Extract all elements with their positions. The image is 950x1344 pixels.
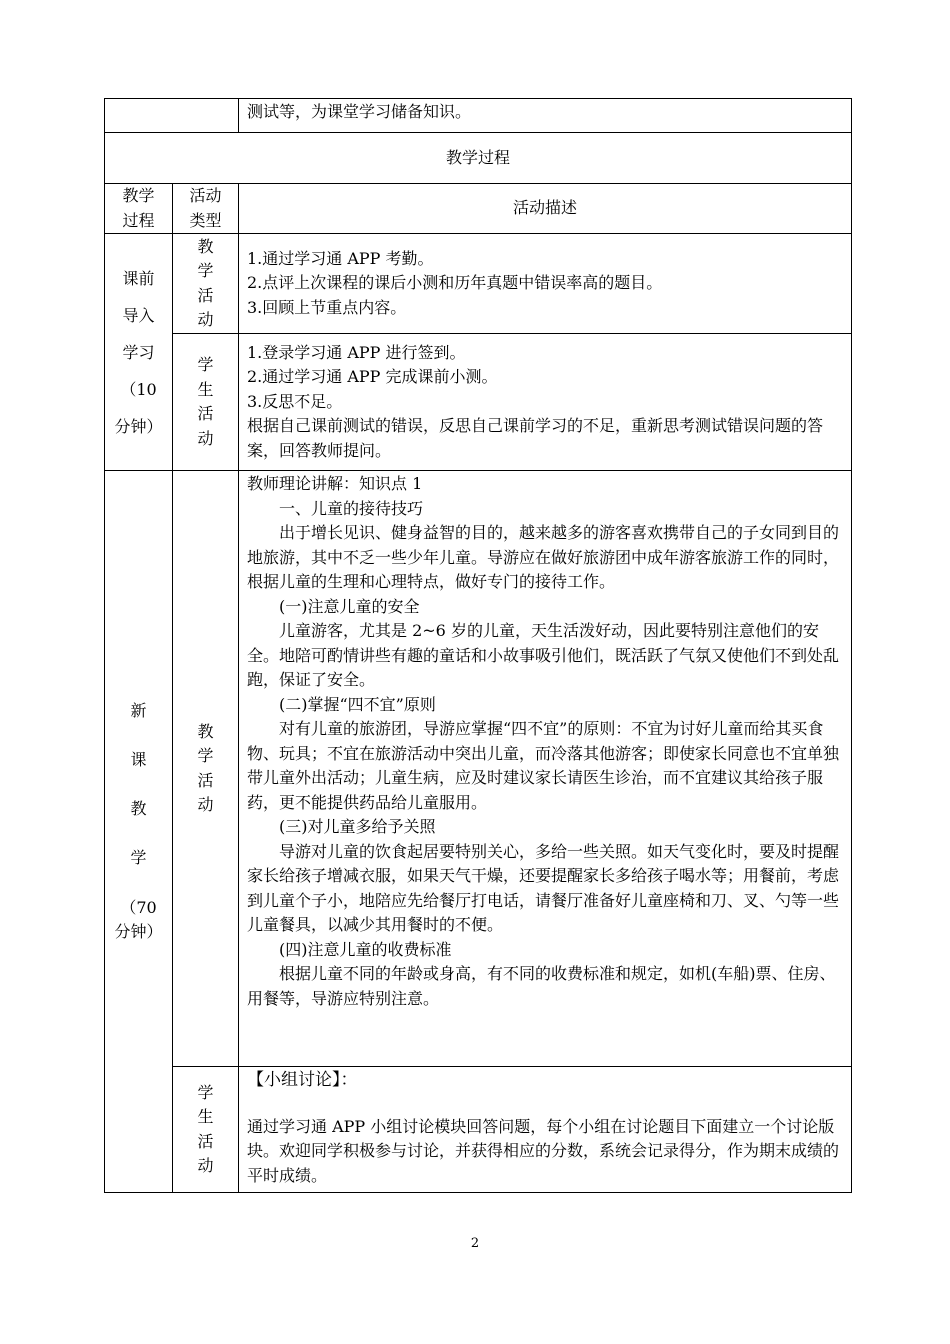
teacher-activity-description: 1.通过学习通 APP 考勤。 2.点评上次课程的课后小测和历年真题中错误率高的题目。 3.回顾上节重点内容。 xyxy=(239,234,852,334)
table-row xyxy=(105,133,852,184)
type-student-activity: 学 生 活 动 xyxy=(173,334,239,471)
table-header-row xyxy=(105,184,852,234)
continuation-text: 测试等，为课堂学习储备知识。 xyxy=(239,99,852,133)
group-discussion-content xyxy=(239,1067,852,1193)
subsection-heading: (三)对儿童多给予关照 xyxy=(279,817,436,836)
discussion-heading: 【小组讨论】： xyxy=(247,1070,358,1090)
stage-pre-class: 课前 导入 学习 （10 分钟） xyxy=(105,234,173,471)
paragraph: 出于增长见识、健身益智的目的，越来越多的游客喜欢携带自己的子女同到目的地旅游，其中不乏一些少年儿童。导游应在做好旅游团中成年游客旅游工作的同时，根据儿童的生理和心理特点，做好专门的接待工作。 xyxy=(247,523,840,591)
paragraph: 对有儿童的旅游团，导游应掌握“四不宜”的原则：不宜为讨好儿童而给其买食物、玩具；不宜在旅游活动中突出儿童，而冷落其他游客；即使家长同意也不宜单独带儿童外出活动；儿童生病，应及时建议家长请医生诊治，而不宜建议其给孩子服药，更不能提供药品给儿童服用。 xyxy=(247,719,840,812)
paragraph: 通过学习通 APP 小组讨论模块回答问题，每个小组在讨论题目下面建立一个讨论版块。欢迎同学积极参与讨论，并获得相应的分数，系统会记录得分，作为期末成绩的平时成绩。 xyxy=(247,1116,840,1185)
type-teacher-activity: 教 学 活 动 xyxy=(173,234,239,334)
lesson-table xyxy=(104,98,852,1193)
teacher-lecture-content xyxy=(239,471,852,1067)
table-row xyxy=(105,1067,852,1193)
header-activity-description: 活动描述 xyxy=(239,184,852,234)
subsection-heading: (一)注意儿童的安全 xyxy=(279,596,420,616)
page-number: 2 xyxy=(470,1236,480,1251)
lecture-intro: 教师理论讲解：知识点 1 xyxy=(247,474,423,493)
header-stage: 教学 过程 xyxy=(105,184,173,234)
subsection-heading: (二)掌握“四不宜”原则 xyxy=(279,694,436,714)
table-row xyxy=(105,471,852,1067)
header-activity-type: 活动 类型 xyxy=(173,184,239,234)
empty-cell xyxy=(105,99,239,133)
table-row xyxy=(105,334,852,471)
paragraph: 儿童游客，尤其是 2~6 岁的儿童，天生活泼好动，因此要特别注意他们的安全。地陪可酌情讲些有趣的童话和小故事吸引他们，既活跃了气氛又使他们不到处乱跑，保证了安全。 xyxy=(247,621,840,689)
paragraph: 导游对儿童的饮食起居要特别关心，多给一些关照。如天气变化时，要及时提醒家长给孩子增减衣服，如果天气干燥，还要提醒家长多给孩子喝水等；用餐前，考虑到儿童个子小，地陪应先给餐厅打电话，请餐厅准备好儿童座椅和刀、叉、勺等一些儿童餐具，以减少其用餐时的不便。 xyxy=(247,841,840,934)
student-activity-description: 1.登录学习通 APP 进行签到。 2.通过学习通 APP 完成课前小测。 3.反思不足。 根据自己课前测试的错误，反思自己课前学习的不足，重新思考测试错误问题的答案，回答教师提问。 xyxy=(239,334,852,471)
section-heading: 一、儿童的接待技巧 xyxy=(279,498,424,518)
paragraph: 根据儿童不同的年龄或身高，有不同的收费标准和规定，如机(车船)票、住房、用餐等，导游应特别注意。 xyxy=(247,964,836,1008)
type-teacher-activity: 教 学 活 动 xyxy=(173,471,239,1067)
table-row xyxy=(105,234,852,334)
subsection-heading: (四)注意儿童的收费标准 xyxy=(279,939,452,959)
type-student-activity: 学 生 活 动 xyxy=(173,1067,239,1193)
stage-new-lesson: 新 课 教 学 （70 分钟） xyxy=(105,471,173,1193)
table-row xyxy=(105,99,852,133)
section-title: 教学过程 xyxy=(105,133,852,184)
